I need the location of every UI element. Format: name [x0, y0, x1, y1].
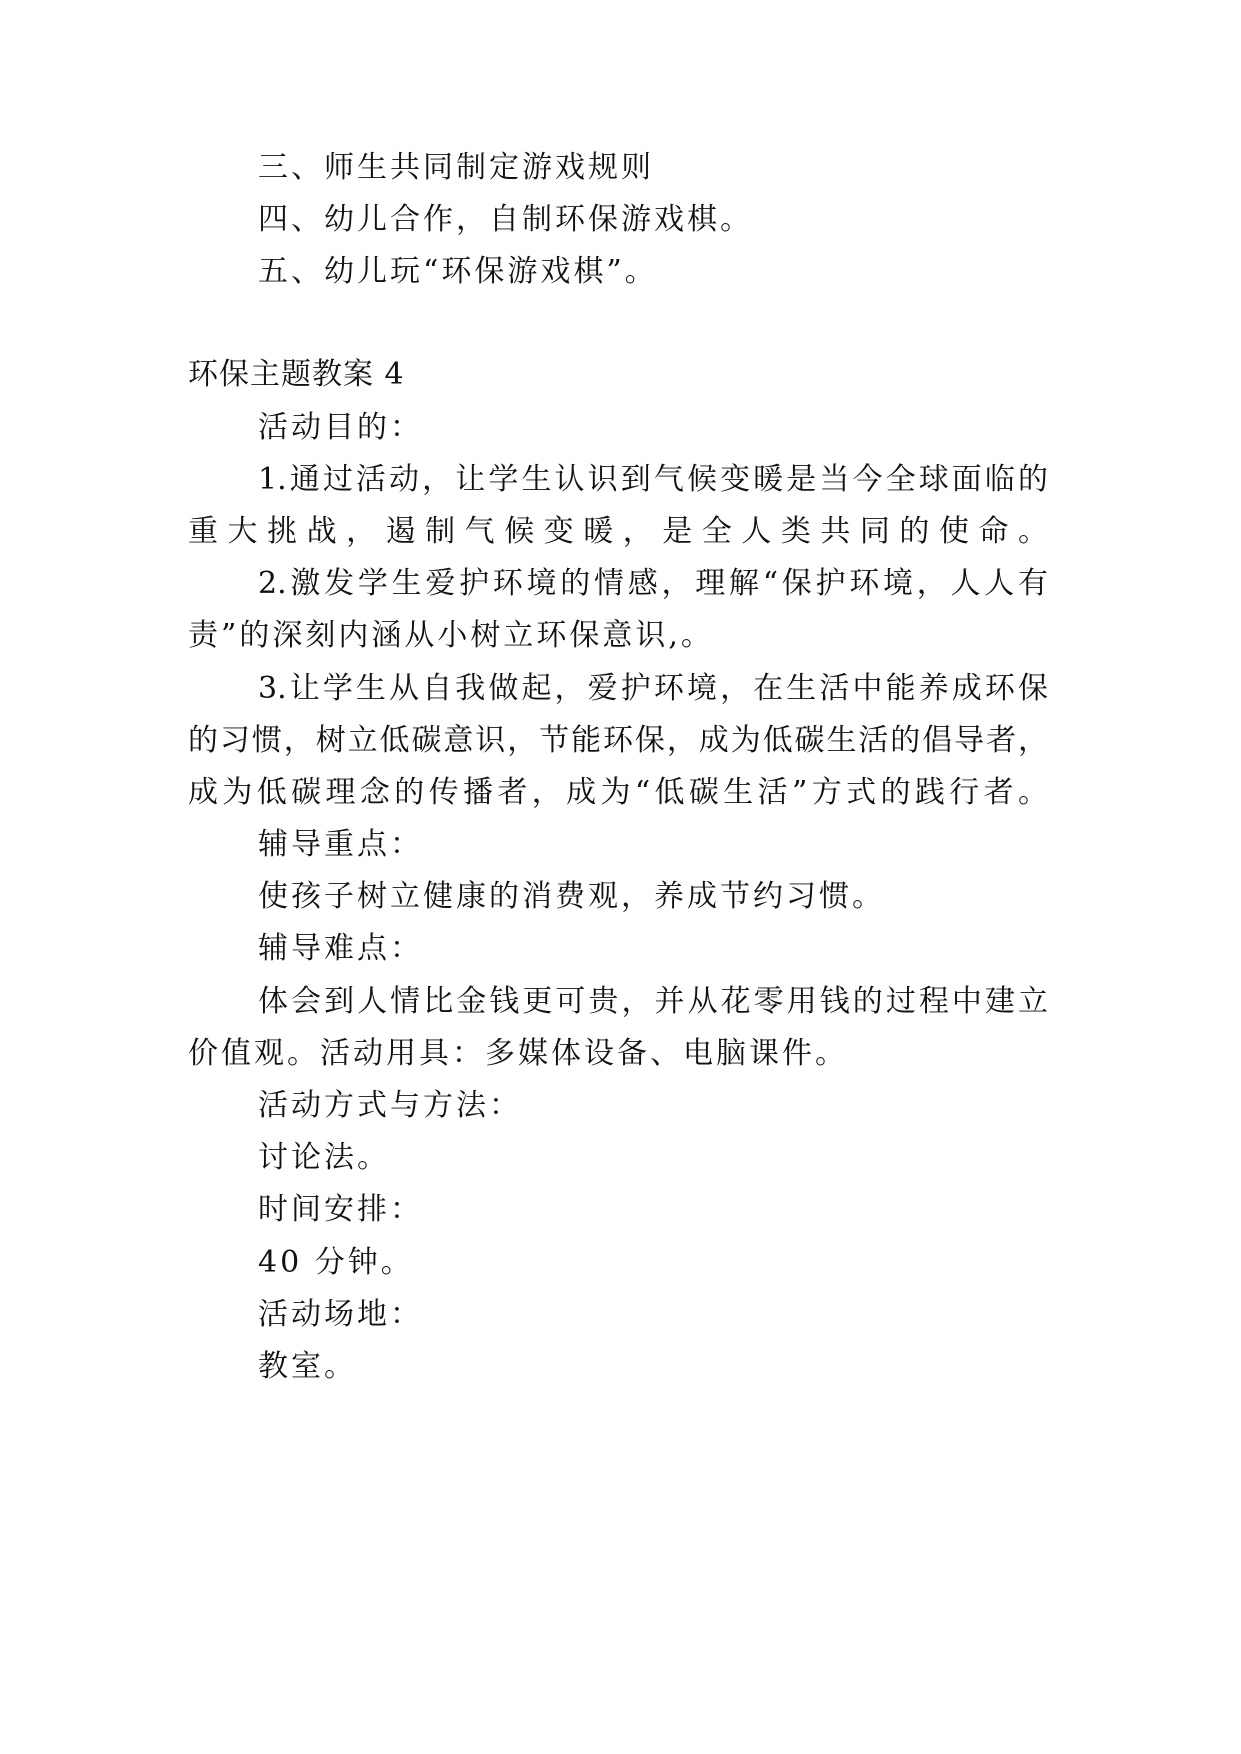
difficulties-text-line-1: 体会到人情比金钱更可贵，并从花零用钱的过程中建立: [258, 984, 1048, 1019]
step-five-line: 五、幼儿玩“环保游戏棋”。: [258, 254, 658, 289]
methods-label: 活动方式与方法：: [258, 1088, 522, 1123]
step-three-line: 三、师生共同制定游戏规则: [258, 150, 654, 185]
objective-3-line-1: 3.让学生从自我做起，爱护环境，在生活中能养成环保: [258, 671, 1048, 706]
step-four-line: 四、幼儿合作，自制环保游戏棋。: [258, 202, 753, 237]
objective-2-line-1: 2.激发学生爱护环境的情感，理解“保护环境，人人有: [258, 566, 1048, 601]
objective-3-line-3: 成为低碳理念的传播者，成为“低碳生活”方式的践行者。: [188, 775, 1048, 810]
venue-label: 活动场地：: [258, 1297, 423, 1332]
key-points-label: 辅导重点：: [258, 827, 423, 862]
venue-text: 教室。: [258, 1349, 357, 1384]
objectives-label: 活动目的：: [258, 410, 423, 445]
objective-3-line-2: 的习惯，树立低碳意识，节能环保，成为低碳生活的倡导者，: [188, 723, 1048, 758]
methods-text: 讨论法。: [258, 1140, 390, 1175]
objective-1-line-1: 1.通过活动，让学生认识到气候变暖是当今全球面临的: [258, 462, 1048, 497]
difficulties-label: 辅导难点：: [258, 931, 423, 966]
section-heading: 环保主题教案 4: [188, 357, 405, 392]
key-points-text: 使孩子树立健康的消费观，养成节约习惯。: [258, 879, 885, 914]
time-label: 时间安排：: [258, 1192, 423, 1227]
difficulties-text-line-2: 价值观。活动用具：多媒体设备、电脑课件。: [188, 1036, 848, 1071]
time-text: 40 分钟。: [258, 1245, 414, 1280]
objective-1-line-2: 重大挑战，遏制气候变暖，是全人类共同的使命。: [188, 514, 1048, 549]
objective-2-line-2: 责”的深刻内涵从小树立环保意识,。: [188, 618, 714, 653]
